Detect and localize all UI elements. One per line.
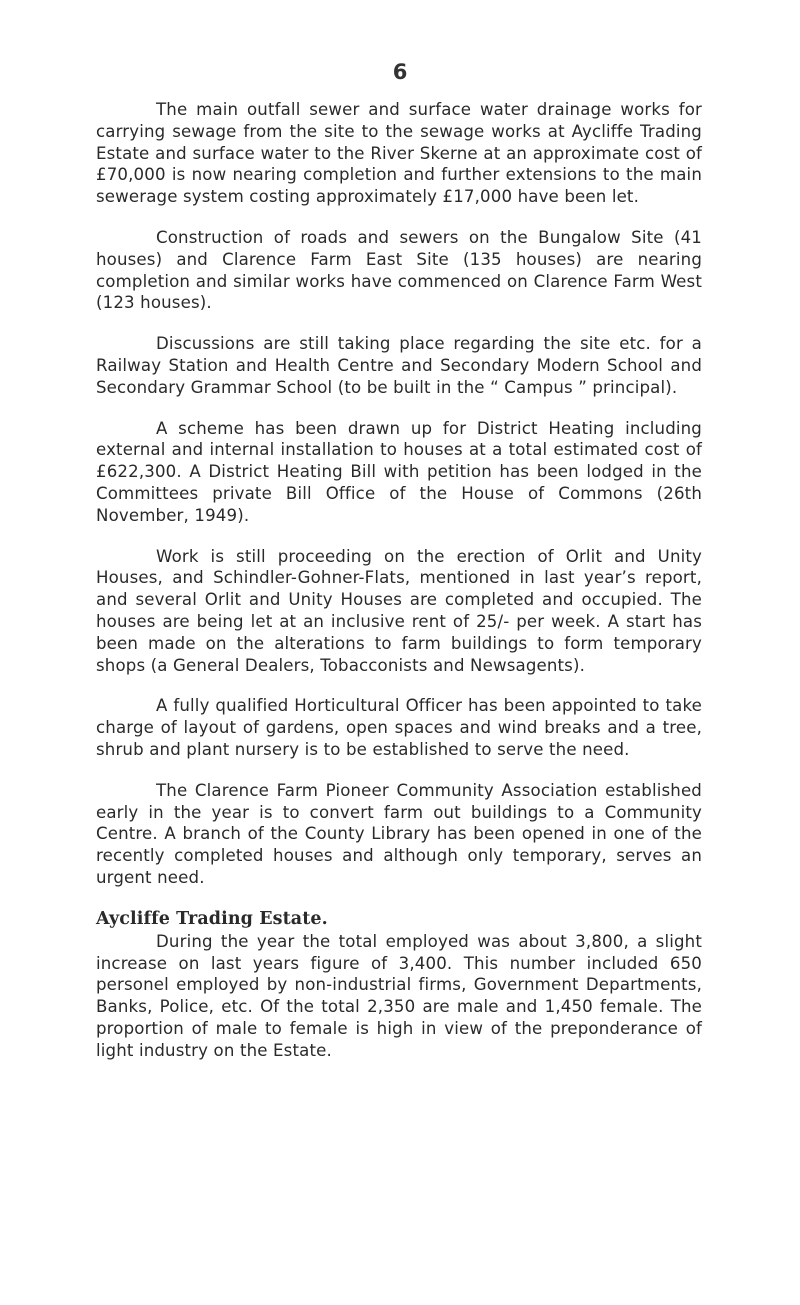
paragraph-roads-sewers: Construction of roads and sewers on the Bungalow Site (41 houses) and Clarence Farm East Site (135 houses) are nearing completion and similar works have commenced on Clarence Farm West (123 houses). [96,227,702,313]
paragraph-district-heating: A scheme has been drawn up for District Heating including external and internal installation to houses at a total estimated cost of £622,300. A District Heating Bill with petition has been lodged in the Committees private Bill Office of the House of Commons (26th November, 1949). [96,418,702,525]
page-number: 6 [392,60,408,84]
paragraph-sewerage: The main outfall sewer and surface water drainage works for carrying sewage from the site to the sewage works at Aycliffe Trading Estate and surface water to the River Skerne at an approximate cost of £70,000 is now nearing completion and further extensions to the main sewerage system costing approximately £17,000 have been let. [96,100,702,207]
paragraph-discussions: Discussions are still taking place regarding the site etc. for a Railway Station and Health Centre and Secondary Modern School and Secondary Grammar School (to be built in the “ Campus ” principal). [96,334,702,397]
section-heading: Aycliffe Trading Estate. [96,908,328,929]
paragraph-employment: During the year the total employed was about 3,800, a slight increase on last years figure of 3,400. This number included 650 personel employed by non-industrial firms, Government Departments, Banks, Police, etc. Of the total 2,350 are male and 1,450 female. The proportion of male to female is high in view of the preponderance of light industry on the Estate. [96,931,702,1060]
body-text [96,99,702,1080]
paragraph-horticultural-officer: A fully qualified Horticultural Officer has been appointed to take charge of layout of gardens, open spaces and wind breaks and a tree, shrub and plant nursery is to be established to serve the need. [96,696,702,759]
paragraph-housing-works: Work is still proceeding on the erection of Orlit and Unity Houses, and Schindler-Gohner-Flats, mentioned in last year’s report, and several Orlit and Unity Houses are completed and occupied. The houses are being let at an inclusive rent of 25/- per week. A start has been made on the alterations to farm buildings to form temporary shops (a General Dealers, Tobacconists and Newsagents). [96,546,702,675]
paragraph-community-association: The Clarence Farm Pioneer Community Association established early in the year is to convert farm out buildings to a Community Centre. A branch of the County Library has been opened in one of the recently completed houses and although only temporary, serves an urgent need. [96,780,702,887]
